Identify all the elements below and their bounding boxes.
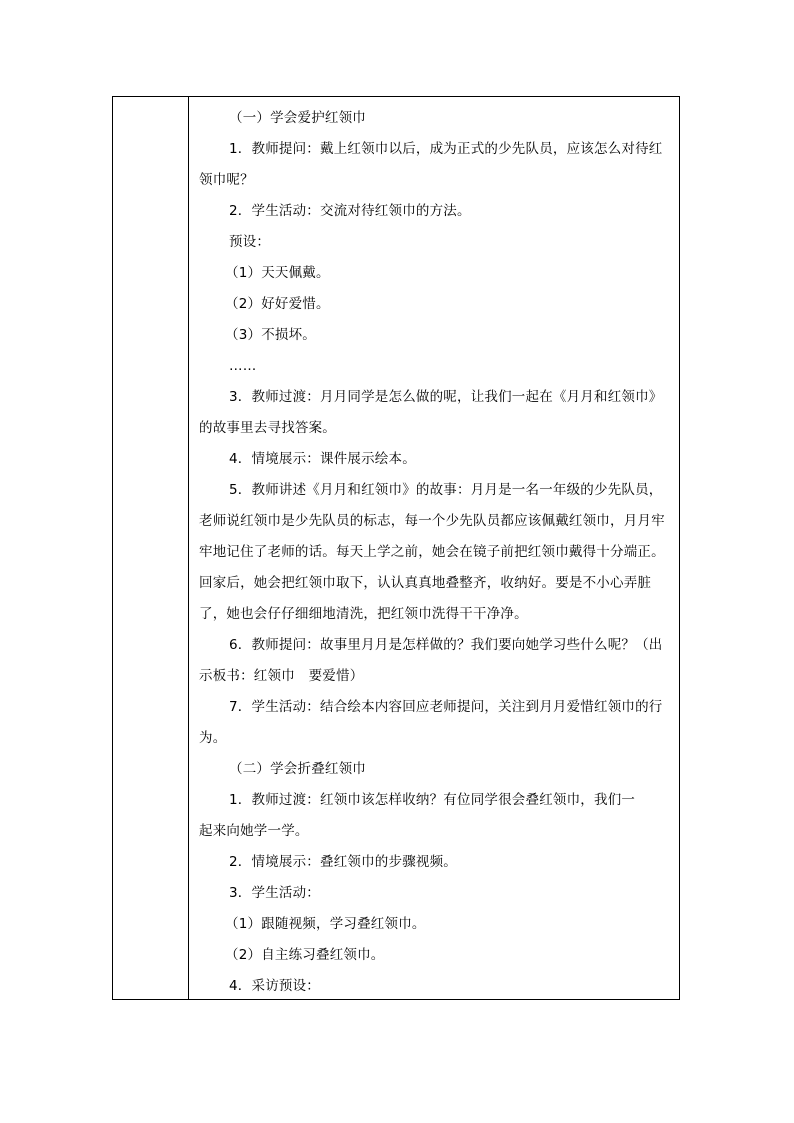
text-line: （1）跟随视频，学习叠红领巾。 — [225, 916, 426, 932]
text-line: 老师说红领巾是少先队员的标志，每一个少先队员都应该佩戴红领巾，月月牢 — [199, 513, 665, 529]
text-line: 5．教师讲述《月月和红领巾》的故事：月月是一名一年级的少先队员， — [229, 482, 663, 498]
text-line: （2）自主练习叠红领巾。 — [225, 947, 385, 963]
text-line: 3．教师过渡：月月同学是怎么做的呢，让我们一起在《月月和红领巾》 — [229, 389, 663, 405]
text-line: 7．学生活动：结合绘本内容回应老师提问，关注到月月爱惜红领巾的行 — [229, 699, 663, 715]
section1-body — [199, 134, 671, 754]
text-line: 起来向她学一学。 — [199, 823, 309, 839]
text-line: 领巾呢？ — [199, 172, 254, 188]
text-line: （2）好好爱惜。 — [225, 296, 330, 312]
text-line: 3．学生活动： — [229, 885, 320, 901]
text-line: …… — [229, 358, 257, 374]
text-line: 6．教师提问：故事里月月是怎样做的？我们要向她学习些什么呢？（出 — [229, 637, 663, 653]
text-line: 4．情境展示：课件展示绘本。 — [229, 451, 416, 467]
text-line: 2．学生活动：交流对待红领巾的方法。 — [229, 203, 471, 219]
text-line: 预设： — [229, 234, 271, 250]
text-line: 为。 — [199, 730, 227, 746]
text-line: 示板书：红领巾 要爱惜） — [199, 668, 364, 684]
text-line: 的故事里去寻找答案。 — [199, 420, 336, 436]
section1-heading: （一）学会爱护红领巾 — [229, 110, 366, 126]
section2-body — [199, 785, 671, 1002]
text-line: 4．采访预设： — [229, 978, 320, 994]
section2-heading: （二）学会折叠红领巾 — [229, 761, 366, 777]
text-line: （1）天天佩戴。 — [225, 265, 330, 281]
text-line: 了，她也会仔仔细细地清洗，把红领巾洗得干干净净。 — [199, 606, 528, 622]
lesson-table — [112, 96, 680, 1000]
text-line: 回家后，她会把红领巾取下，认认真真地叠整齐，收纳好。要是不小心弄脏 — [199, 575, 652, 591]
text-line: 1．教师过渡：红领巾该怎样收纳？有位同学很会叠红领巾，我们一 — [229, 792, 636, 808]
text-line: 1．教师提问：戴上红领巾以后，成为正式的少先队员，应该怎么对待红 — [229, 141, 663, 157]
text-line: 牢地记住了老师的话。每天上学之前，她会在镜子前把红领巾戴得十分端正。 — [199, 544, 665, 560]
text-line: 2．情境展示：叠红领巾的步骤视频。 — [229, 854, 457, 870]
content-cell — [189, 97, 679, 999]
left-column-cell — [113, 97, 189, 999]
text-line: （3）不损坏。 — [225, 327, 316, 343]
